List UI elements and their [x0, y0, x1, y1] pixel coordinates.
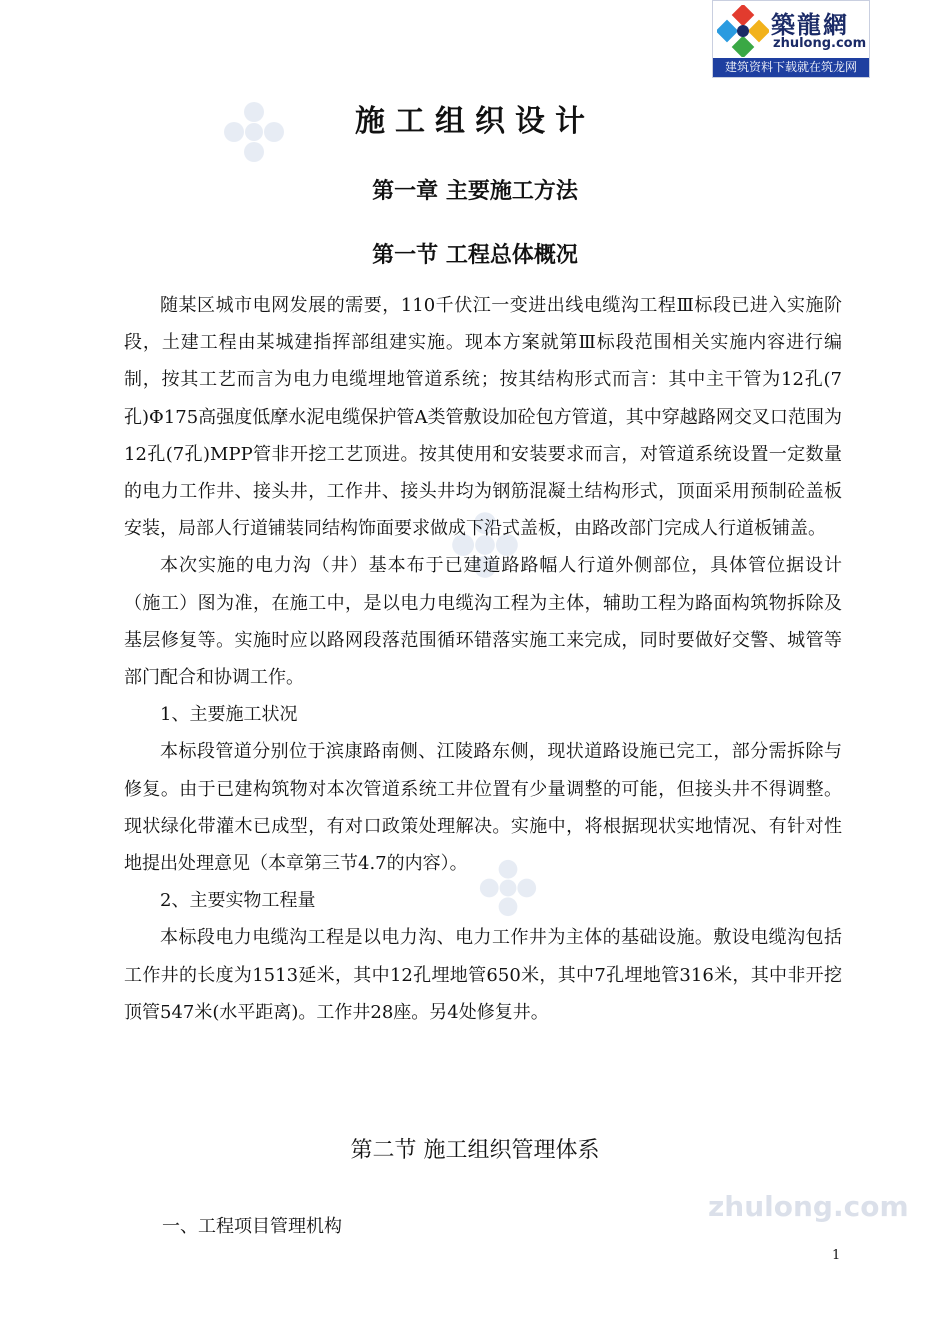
logo-domain: zhulong.com — [773, 36, 867, 51]
section-heading: 第一节 工程总体概况 — [372, 243, 578, 268]
list-heading: 2、主要实物工程量 — [160, 890, 316, 912]
chapter-heading: 第一章 主要施工方法 — [372, 179, 578, 204]
logo-slogan: 建筑资料下载就在筑龙网 — [713, 58, 869, 77]
paragraph: 本次实施的电力沟（井）基本布于已建道路路幅人行道外侧部位，具体管位据设计（施工）图为准，在施工中，是以电力电缆沟工程为主体，辅助工程为路面构筑物拆除及基层修复等。实施时应以路网段落范围循环错落实施工来完成，同时要做好交警、城管等部门配合和协调工作。 — [124, 555, 842, 689]
subsection-heading: 一、工程项目管理机构 — [162, 1216, 342, 1237]
logo-name: 築龍網 — [771, 10, 849, 39]
section-heading: 第二节 施工组织管理体系 — [350, 1138, 600, 1163]
zhulong-snowflake-icon — [717, 5, 769, 57]
page-number: 1 — [832, 1248, 841, 1263]
watermark-text: zhulong.com — [708, 1190, 909, 1223]
paragraph: 本标段管道分别位于滨康路南侧、江陵路东侧，现状道路设施已完工，部分需拆除与修复。由于已建构筑物对本次管道系统工井位置有少量调整的可能，但接头井不得调整。现状绿化带灌木已成型，有对口政策处理解决。实施中，将根据现状实地情况、有针对性地提出处理意见（本章第三节4.7的内容）。 — [124, 741, 842, 875]
zhulong-logo[interactable] — [712, 0, 870, 78]
paragraph: 随某区城市电网发展的需要，110千伏江一变进出线电缆沟工程Ⅲ标段已进入实施阶段，土建工程由某城建指挥部组建实施。现本方案就第Ⅲ标段范围相关实施内容进行编制，按其工艺而言为电力电缆埋地管道系统；按其结构形式而言：其中主干管为12孔(7孔)Φ175高强度低摩水泥电缆保护管A类管敷设加砼包方管道，其中穿越路网交叉口范围为12孔(7孔)MPP管非开挖工艺顶进。按其使用和安装要求而言，对管道系统设置一定数量的电力工作井、接头井，工作井、接头井均为钢筋混凝土结构形式，顶面采用预制砼盖板安装，局部人行道铺装同结构饰面要求做成下沿式盖板，由路改部门完成人行道板铺盖。 — [124, 295, 842, 540]
list-heading: 1、主要施工状况 — [160, 704, 298, 726]
paragraph: 本标段电力电缆沟工程是以电力沟、电力工作井为主体的基础设施。敷设电缆沟包括工作井的长度为1513延米，其中12孔埋地管650米，其中7孔埋地管316米，其中非开挖顶管547米(水平距离)。工作井28座。另4处修复井。 — [124, 927, 842, 1023]
document-title: 施工组织设计 — [355, 104, 595, 139]
body-text — [124, 287, 842, 1031]
